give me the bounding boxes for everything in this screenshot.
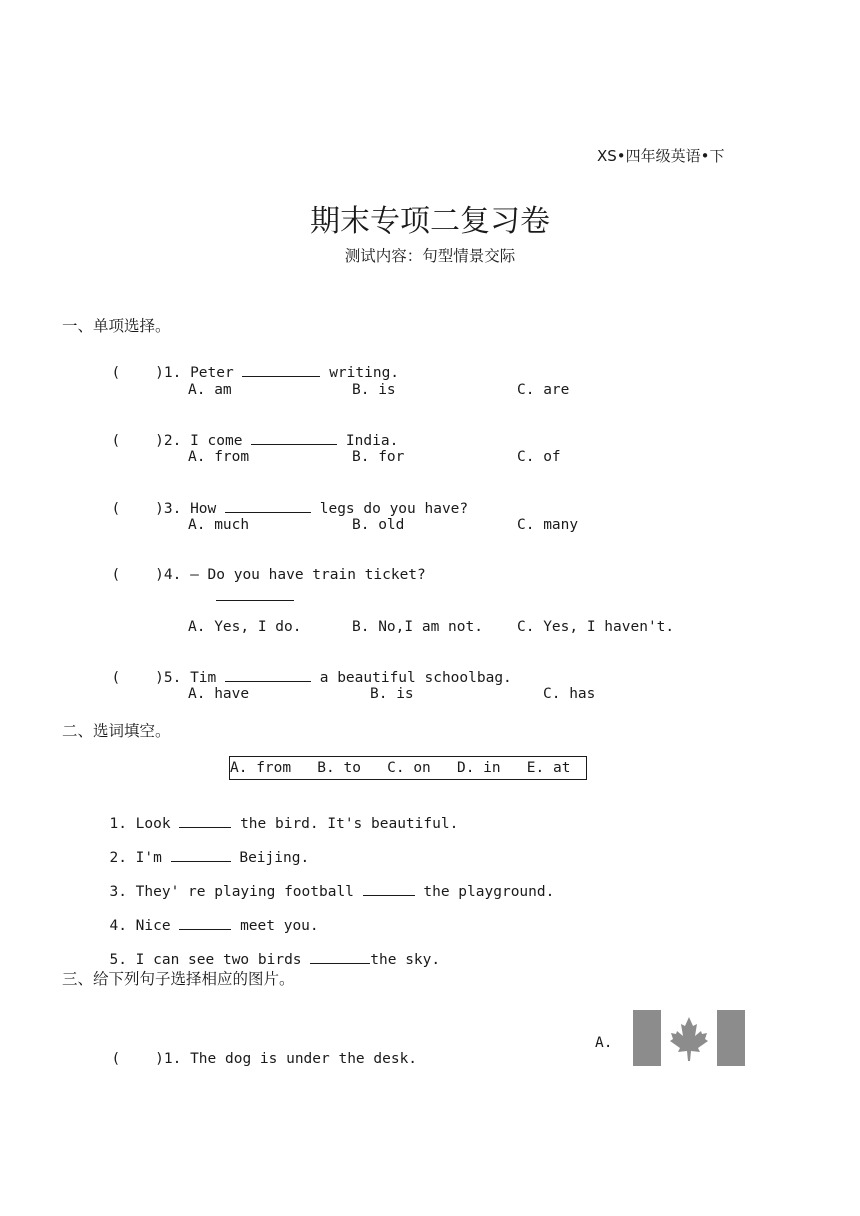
item-text: They' re playing football [135, 884, 354, 900]
question-text: How [190, 501, 217, 517]
fill-item [92, 934, 440, 968]
option-b[interactable]: B. for [352, 449, 405, 465]
option-c[interactable]: C. of [517, 449, 561, 465]
question-number: 2. [163, 433, 182, 449]
answer-paren[interactable]: ( ) [111, 501, 164, 517]
option-c[interactable]: C. are [517, 382, 570, 398]
option-a[interactable]: A. much [188, 517, 250, 533]
item-number: 4. [109, 918, 127, 934]
question-row [94, 483, 468, 517]
answer-blank[interactable] [251, 431, 337, 445]
question-row [94, 551, 426, 583]
fill-item [92, 798, 458, 832]
answer-blank[interactable] [242, 363, 320, 377]
question-text: a beautiful schoolbag. [319, 670, 512, 686]
question-text: Peter [190, 365, 234, 381]
answer-blank[interactable] [225, 499, 311, 513]
answer-blank[interactable] [225, 668, 311, 682]
question-number: 1. [163, 365, 182, 381]
option-b[interactable]: B. old [352, 517, 405, 533]
question-text: legs do you have? [319, 501, 469, 517]
option-c[interactable]: C. Yes, I haven't. [517, 619, 675, 635]
question-number: 3. [163, 501, 182, 517]
fill-blank[interactable] [310, 950, 370, 964]
question-text: The dog is under the desk. [190, 1051, 418, 1067]
item-text: I can see two birds [135, 952, 302, 968]
item-number: 1. [109, 816, 127, 832]
picture-option-label: A. [595, 1035, 613, 1051]
item-text: Nice [135, 918, 171, 934]
grade-subject-tag: XS•四年级英语•下 [597, 147, 725, 165]
answer-paren[interactable]: ( ) [111, 1051, 164, 1067]
question-row [94, 347, 399, 381]
fill-blank[interactable] [363, 882, 415, 896]
item-text: meet you. [240, 918, 319, 934]
page-title: 期末专项二复习卷 [310, 204, 550, 239]
answer-paren[interactable]: ( ) [111, 433, 164, 449]
word-bank-box: A. from B. to C. on D. in E. at [229, 756, 587, 780]
fill-item [92, 866, 554, 900]
option-a[interactable]: A. am [188, 382, 232, 398]
question-text: India. [345, 433, 399, 449]
option-a[interactable]: A. have [188, 686, 250, 702]
fill-item [92, 832, 309, 866]
question-number: 4. [163, 567, 182, 583]
item-text: Look [135, 816, 171, 832]
answer-paren[interactable]: ( ) [111, 567, 164, 583]
question-number: 1. [163, 1051, 182, 1067]
section3-heading: 三、给下列句子选择相应的图片。 [62, 970, 295, 988]
item-text: Beijing. [239, 850, 310, 866]
item-number: 3. [109, 884, 127, 900]
fill-blank[interactable] [179, 814, 231, 828]
item-number: 5. [109, 952, 127, 968]
question-text: — Do you have train ticket? [190, 567, 426, 583]
picture-question-row [94, 1035, 417, 1067]
item-number: 2. [109, 850, 127, 866]
item-text: the sky. [370, 952, 441, 968]
question-number: 5. [163, 670, 182, 686]
question-text: I come [190, 433, 243, 449]
option-c[interactable]: C. many [517, 517, 579, 533]
question-text: Tim [190, 670, 217, 686]
option-a[interactable]: A. Yes, I do. [188, 619, 302, 635]
canada-flag-icon[interactable] [632, 1009, 746, 1067]
answer-blank[interactable] [216, 586, 294, 601]
option-b[interactable]: B. is [352, 382, 396, 398]
question-row [94, 652, 512, 686]
option-b[interactable]: B. No,I am not. [352, 619, 483, 635]
fill-blank[interactable] [179, 916, 231, 930]
option-b[interactable]: B. is [370, 686, 414, 702]
page-subtitle: 测试内容：句型情景交际 [344, 247, 516, 265]
answer-paren[interactable]: ( ) [111, 365, 164, 381]
item-text: I'm [135, 850, 162, 866]
answer-paren[interactable]: ( ) [111, 670, 164, 686]
fill-blank[interactable] [171, 848, 231, 862]
section2-heading: 二、选词填空。 [62, 722, 171, 740]
item-text: the playground. [423, 884, 555, 900]
section1-heading: 一、单项选择。 [62, 317, 171, 335]
question-row [94, 415, 398, 449]
fill-item [92, 900, 319, 934]
question-text: writing. [329, 365, 400, 381]
option-a[interactable]: A. from [188, 449, 250, 465]
option-c[interactable]: C. has [543, 686, 596, 702]
item-text: the bird. It's beautiful. [240, 816, 459, 832]
